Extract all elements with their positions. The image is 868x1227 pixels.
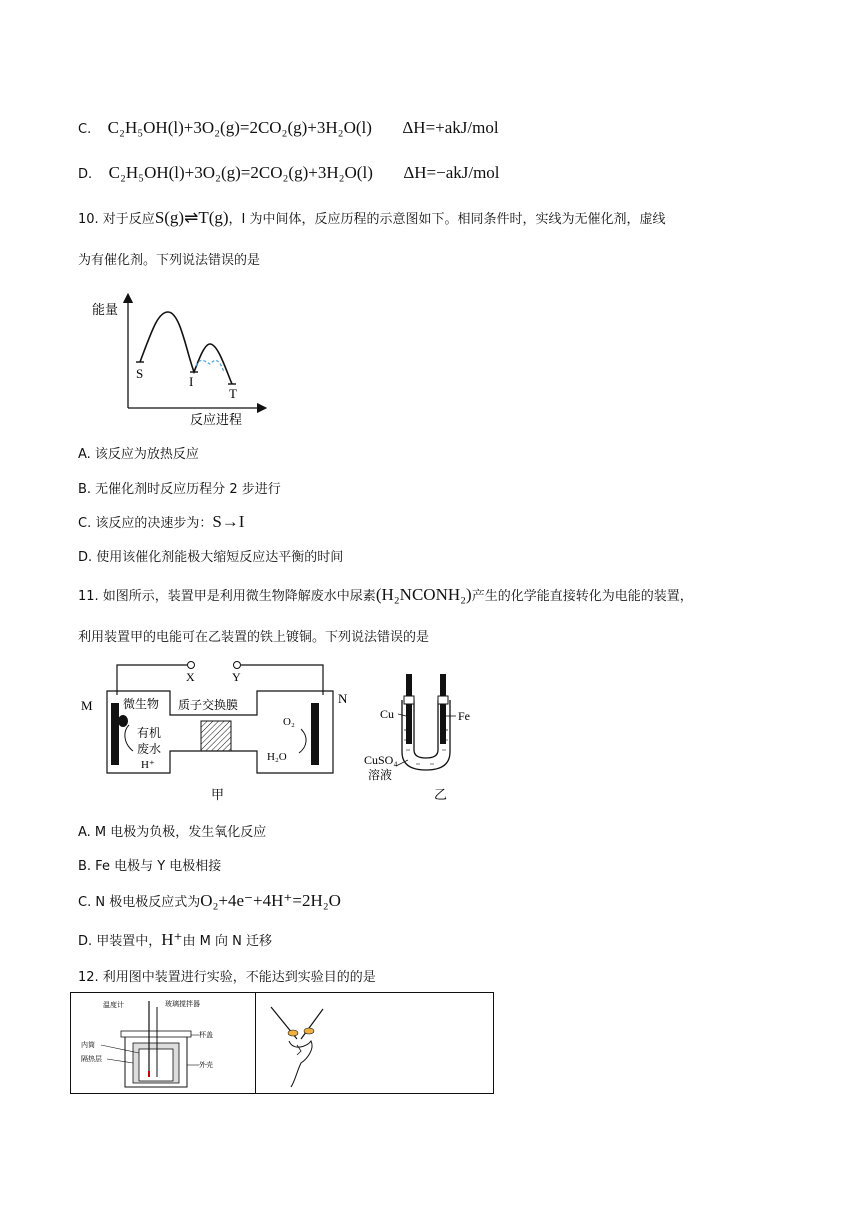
q11-stem-line1	[78, 585, 693, 605]
electrode-m	[111, 703, 119, 765]
uncatalyzed-path	[140, 312, 232, 384]
microbe-label: 微生物	[123, 697, 160, 711]
option-text: 由 M 向 N 迁移	[182, 934, 273, 949]
reaction-formula: S(g)⇌T(g)	[154, 208, 229, 227]
urea-formula: (H₂NCONH₂)	[375, 585, 472, 604]
hplus-label: H⁺	[141, 759, 155, 771]
h2o-label: H₂O	[267, 751, 287, 763]
q10-option-c	[78, 512, 244, 532]
y-axis-label: 能量	[92, 302, 119, 317]
n-label: N	[338, 691, 348, 706]
organic-label: 有机	[137, 726, 162, 740]
device-jia-figure	[75, 655, 365, 805]
electrode-cu	[406, 674, 412, 744]
i-label: I	[189, 374, 194, 389]
yi-caption: 乙	[434, 787, 448, 802]
calorimeter-figure	[77, 997, 237, 1091]
cuso4-label: CuSO₄	[364, 753, 398, 767]
catalyzed-path	[196, 360, 224, 372]
option-text: C. N 极电极反应式为	[78, 895, 201, 910]
stem-text: 10. 对于反应	[78, 212, 155, 227]
q11-option-b: B. Fe 电极与 Y 电极相接	[78, 859, 222, 874]
membrane-label: 质子交换膜	[178, 698, 239, 712]
terminal-x	[188, 662, 195, 669]
q11-option-c	[78, 891, 341, 911]
q10-option-a: A. 该反应为放热反应	[78, 447, 199, 462]
device-yi-figure	[360, 670, 490, 810]
electrode-fe	[440, 674, 446, 744]
s-label: S	[136, 366, 144, 381]
enthalpy: ΔH=+akJ/mol	[402, 118, 499, 137]
insulation-label: 隔热层	[81, 1055, 102, 1063]
solution-label: 溶液	[368, 768, 393, 782]
jia-caption: 甲	[211, 787, 225, 802]
option-text: D. 甲装置中，	[78, 934, 162, 949]
q10-option-b: B. 无催化剂时反应历程分 2 步进行	[78, 482, 281, 497]
q11-stem-line2: 利用装置甲的电能可在乙装置的铁上镀铜。下列说法错误的是	[78, 630, 430, 645]
q9-option-d	[78, 163, 500, 183]
q12-figure-table	[70, 992, 494, 1094]
cu-label: Cu	[380, 707, 395, 721]
x-label: X	[186, 670, 195, 684]
hand-with-tubes-figure	[267, 1001, 337, 1091]
q10-option-d: D. 使用该催化剂能极大缩短反应达平衡的时间	[78, 550, 344, 565]
stem-text: ，I 为中间体，反应历程的示意图如下。相同条件时，实线为无催化剂，虚线	[228, 212, 666, 227]
electrode-n	[311, 703, 319, 765]
proton-exchange-membrane	[201, 721, 231, 751]
stem-text: 产生的化学能直接转化为电能的装置，	[471, 589, 693, 604]
inner-cup-label: 内筒	[81, 1041, 95, 1049]
option-formula: S→I	[212, 512, 245, 531]
thermometer-label: 温度计	[103, 1001, 124, 1009]
option-formula: O₂+4e⁻+4H⁺=2H₂O	[200, 891, 341, 910]
option-letter: C.	[78, 122, 92, 137]
enthalpy: ΔH=−akJ/mol	[403, 163, 500, 182]
m-label: M	[81, 698, 93, 713]
waste-label: 废水	[137, 742, 162, 756]
y-label: Y	[232, 670, 241, 684]
equation: C₂H₅OH(l)+3O₂(g)=2CO₂(g)+3H₂O(l)	[108, 163, 373, 182]
q10-stem-line1	[78, 208, 666, 228]
t-label: T	[229, 386, 237, 401]
equation: C₂H₅OH(l)+3O₂(g)=2CO₂(g)+3H₂O(l)	[107, 118, 372, 137]
q10-stem-line2: 为有催化剂。下列说法错误的是	[78, 253, 261, 268]
fe-label: Fe	[458, 709, 470, 723]
q9-option-c	[78, 118, 499, 138]
q11-option-d	[78, 930, 272, 950]
option-letter: D.	[78, 167, 93, 182]
terminal-y	[234, 662, 241, 669]
stirrer-label: 玻璃搅拌器	[165, 1000, 200, 1008]
option-text: C. 该反应的决速步为：	[78, 516, 213, 531]
q11-option-a: A. M 电极为负极，发生氧化反应	[78, 825, 267, 840]
x-axis-label: 反应进程	[190, 412, 243, 427]
energy-profile-figure	[90, 290, 270, 430]
o2-label: O₂	[283, 716, 295, 728]
lid-label: 杯盖	[199, 1031, 213, 1039]
stem-text: 11. 如图所示，装置甲是利用微生物降解废水中尿素	[78, 589, 376, 604]
option-formula: H⁺	[161, 930, 183, 949]
q12-stem: 12. 利用图中装置进行实验，不能达到实验目的的是	[78, 970, 376, 985]
outer-shell-label: 外壳	[199, 1061, 213, 1069]
microbe-blob	[118, 715, 128, 727]
